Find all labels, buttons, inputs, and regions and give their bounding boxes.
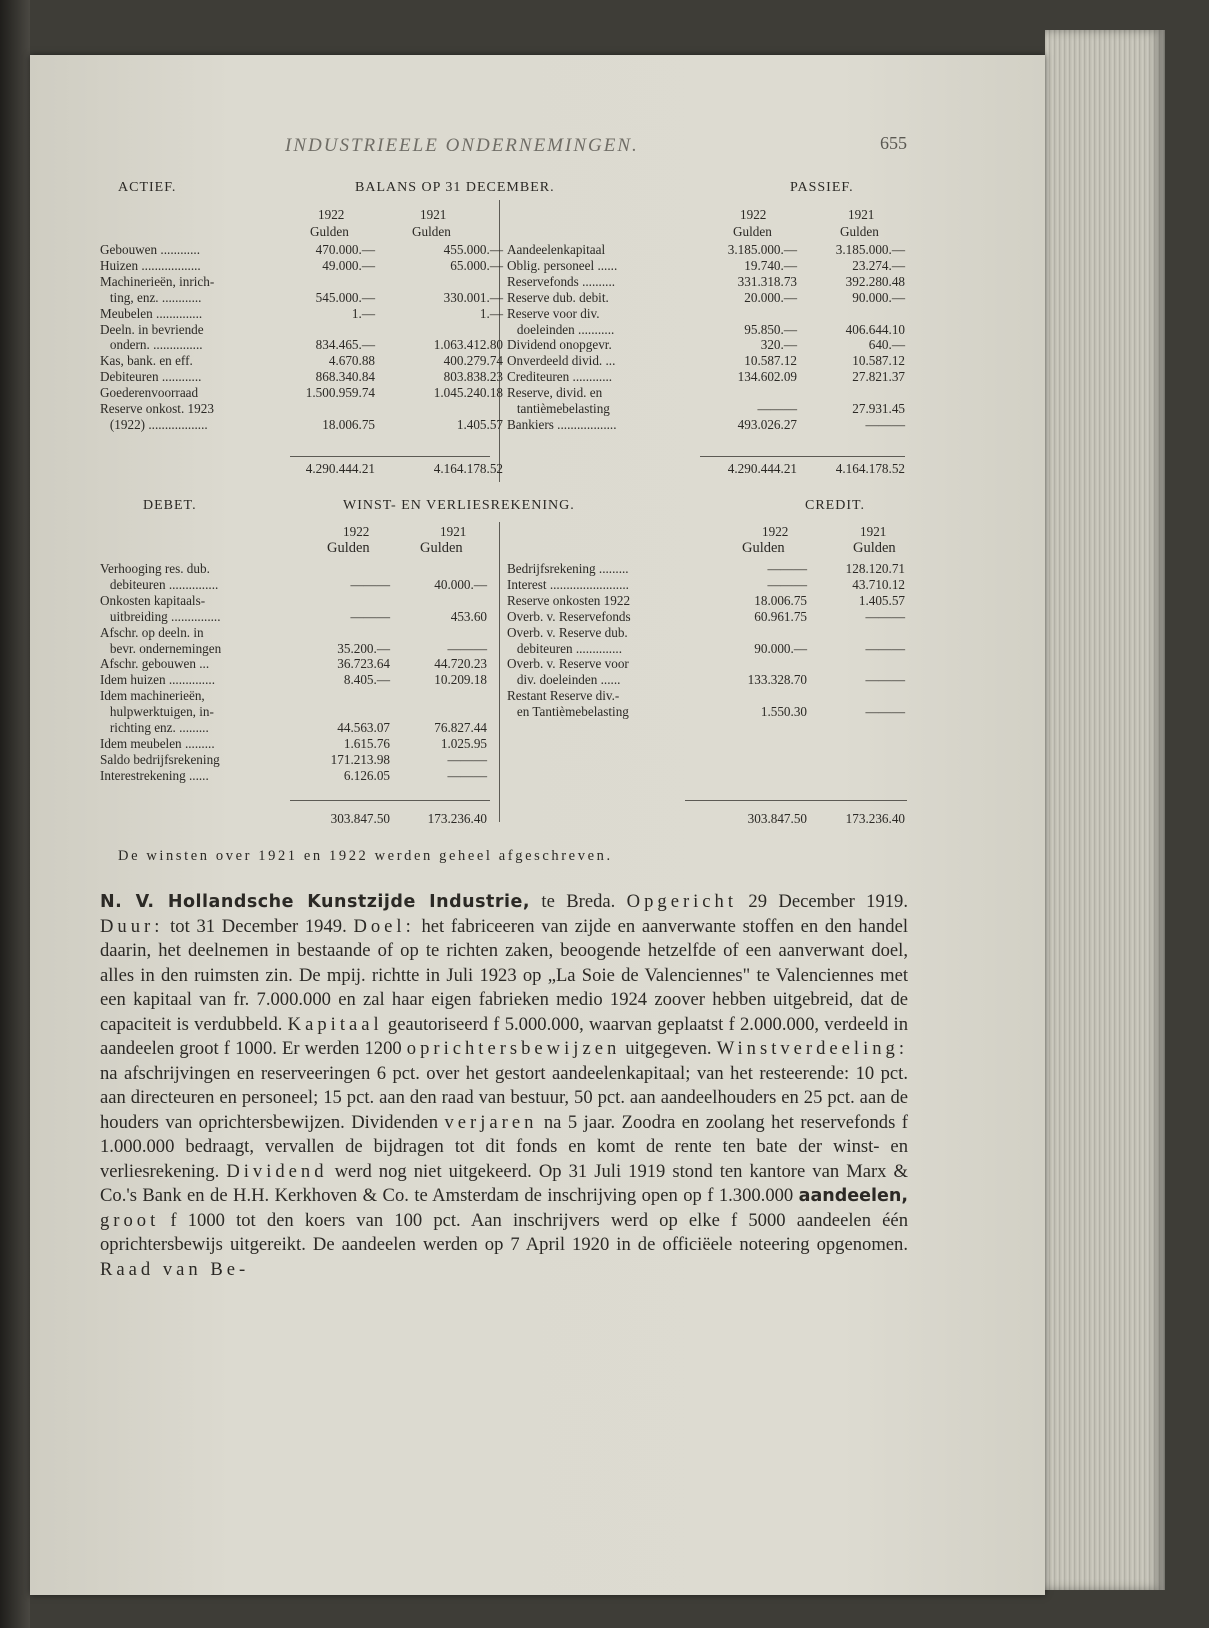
liabilities-unit-1922: Gulden — [733, 224, 772, 239]
asset-total-1921: 4.164.178.52 — [433, 461, 503, 476]
assets-year-1921: 1921 — [420, 207, 447, 222]
debit-year-1921: 1921 — [440, 524, 467, 539]
debit-value-1922: 6.126.05 — [343, 767, 390, 783]
asset-value-1921: 803.838.23 — [443, 369, 503, 385]
pl-left-heading: DEBET. — [143, 498, 197, 513]
asset-value-1922: 834.465.— — [315, 337, 375, 353]
debit-year-1922: 1922 — [343, 524, 370, 539]
liability-row-label: Crediteuren ............ — [507, 369, 613, 385]
company-name: N. V. Hollandsche Kunstzijde Industrie, — [100, 892, 531, 912]
debit-row-label: Idem meubelen ......... — [100, 735, 215, 751]
text-seg: na 5 jaar. Zoodra en zoolang het reservefonds f 1.000.000 bedraagt, vervallen de bijdragen tot dit fonds en komt de rente ten bate der winst- en verliesrekening. — [100, 1111, 909, 1182]
liability-row-label: Onverdeeld divid. ... — [507, 353, 616, 369]
liabilities-unit-1921: Gulden — [840, 224, 879, 239]
asset-value-1921: 65.000.— — [450, 257, 503, 273]
liability-row-label: Oblig. personeel ...... — [507, 257, 618, 273]
asset-value-1921: 400.279.74 — [443, 353, 503, 369]
liability-row-label: tantièmebelasting — [507, 401, 610, 416]
liability-row-label: Reserve dub. debit. — [507, 289, 609, 305]
liability-value-1921: 90.000.— — [852, 289, 905, 305]
debit-value-1921: ——— — [447, 640, 487, 656]
liability-value-1922: 331.318.73 — [737, 273, 797, 289]
asset-value-1922: 1.500.959.74 — [305, 385, 375, 401]
credit-value-1922: 1.550.30 — [760, 704, 807, 720]
credit-value-1921: 128.120.71 — [845, 561, 905, 576]
note-line: De winsten over 1921 en 1922 werden geheel afgeschreven. — [118, 848, 613, 864]
liability-value-1922: 19.740.— — [744, 257, 797, 273]
liability-value-1921: 27.821.37 — [852, 369, 905, 385]
credit-row-label: Reserve onkosten 1922 — [507, 592, 631, 608]
debit-value-1922: ——— — [350, 576, 390, 592]
credit-row-label: en Tantièmebelasting — [507, 704, 629, 720]
credit-value-1922: 133.328.70 — [747, 672, 807, 688]
credit-row-label: debiteuren .............. — [507, 640, 622, 656]
credit-row-label: Overb. v. Reserve voor — [507, 656, 629, 672]
text-seg: f 1000 tot den koers van 100 pct. Aan inschrijvers werd op elke f 5000 aandeelen één oprichtersbewijs uitgereikt. De aandeelen werden op 7 April 1920 in de officiëele noteering opgenomen. — [100, 1209, 908, 1255]
asset-row-label: Debiteuren ............ — [100, 369, 202, 385]
spaced-doel: Doel: — [353, 915, 415, 937]
spaced-groot: groot — [100, 1209, 160, 1231]
asset-row-label: ting, enz. ............ — [100, 289, 202, 305]
text-seg: tot 31 December 1949. — [163, 915, 354, 937]
liabilities-year-1921: 1921 — [848, 207, 875, 222]
credit-row-label: div. doeleinden ...... — [507, 672, 621, 688]
spaced-winstverdeeling: Winstverdeeling: — [716, 1038, 908, 1059]
credit-unit-1922: Gulden — [742, 540, 785, 556]
spaced-raad-van-bestuur: Raad van Be- — [100, 1258, 250, 1280]
debit-value-1922: 36.723.64 — [337, 656, 390, 672]
book-spine — [0, 0, 30, 1628]
liability-row-label: doeleinden ........... — [507, 321, 615, 337]
debit-unit-1922: Gulden — [327, 540, 370, 556]
liability-value-1921: 10.587.12 — [852, 353, 905, 369]
debit-row-label: Afschr. op deeln. in — [100, 624, 204, 640]
credit-year-1921: 1921 — [860, 524, 887, 539]
debit-value-1921: 1.025.95 — [440, 735, 487, 751]
credit-row-label: Overb. v. Reservefonds — [507, 608, 631, 624]
asset-value-1922: 1.— — [351, 305, 375, 321]
liability-value-1921: 640.— — [868, 337, 905, 353]
asset-value-1921: 1.— — [479, 305, 503, 321]
debit-value-1921: ——— — [447, 767, 487, 783]
balance-left-heading: ACTIEF. — [118, 180, 177, 195]
credit-row-label: Overb. v. Reserve dub. — [507, 624, 628, 640]
asset-value-1922: 470.000.— — [315, 242, 375, 257]
debit-value-1922: 44.563.07 — [337, 720, 390, 735]
debit-value-1922: 1.615.76 — [343, 735, 390, 751]
pl-right-heading: CREDIT. — [805, 498, 866, 513]
debit-row-label: bevr. ondernemingen — [100, 640, 222, 656]
credit-value-1921: ——— — [865, 672, 905, 688]
credit-unit-1921: Gulden — [853, 540, 896, 556]
text-seg: geautoriseerd f 5.000.000, waarvan geplaatst f 2.000.000, verdeeld in aandeelen groot f 1000. Er werden 1200 — [100, 1013, 908, 1059]
assets-unit-1922: Gulden — [310, 224, 349, 239]
credit-year-1922: 1922 — [762, 524, 789, 539]
liability-row-label: Reserve, divid. en — [507, 385, 603, 401]
liability-value-1921: 27.931.45 — [852, 401, 905, 416]
debit-row-label: Verhooging res. dub. — [100, 561, 210, 576]
debit-row-label: Idem machinerieën, — [100, 688, 205, 704]
page-edges — [1045, 30, 1165, 1590]
debit-total-rule — [290, 800, 490, 801]
asset-value-1922: 545.000.— — [315, 289, 375, 305]
credit-value-1921: ——— — [865, 704, 905, 720]
company-description — [100, 890, 908, 1282]
debit-row-label: Saldo bedrijfsrekening — [100, 751, 220, 767]
assets-unit-1921: Gulden — [412, 224, 451, 239]
asset-value-1921: 1.405.57 — [456, 416, 503, 432]
liabilities-total-rule — [700, 456, 905, 457]
debit-value-1922: 8.405.— — [343, 672, 390, 688]
asset-total-1922: 4.290.444.21 — [305, 461, 375, 476]
debit-value-1921: 44.720.23 — [434, 656, 487, 672]
liability-value-1922: ——— — [757, 401, 797, 416]
text-seg: te Breda. — [530, 891, 627, 912]
debit-row-label: hulpwerktuigen, in- — [100, 704, 214, 720]
credit-value-1922: ——— — [767, 561, 807, 576]
asset-value-1922: 18.006.75 — [322, 416, 375, 432]
asset-value-1921: 455.000.— — [443, 242, 503, 257]
debit-row-label: uitbreiding ............... — [100, 608, 221, 624]
asset-value-1922: 4.670.88 — [328, 353, 375, 369]
credit-value-1922: ——— — [767, 576, 807, 592]
asset-row-label: Huizen .................. — [100, 257, 201, 273]
credit-value-1921: ——— — [865, 608, 905, 624]
spaced-opgericht: Opgericht — [626, 891, 738, 912]
text-seg: het fabriceeren van zijde en aanverwante stoffen en den handel daarin, het deelnemen in bestaande of op te richten zaken, beoogende hetzelfde of een aanverwant doel, alles in den ruimsten zin. De mpij. richtte in Juli 1923 op „La Soie de Valenciennes" te Valenciennes met een kapitaal van fr. 7.000.000 en zal haar eigen fabrieken medio 1924 zoover hebben uitgebreid, dat de capaciteit is verdubbeld. — [100, 915, 908, 1035]
debit-value-1921: ——— — [447, 751, 487, 767]
liability-row-label: Aandeelenkapitaal — [507, 242, 606, 257]
text-seg: werd nog niet uitgekeerd. Op 31 Juli 1919 stond ten kantore van Marx & Co.'s Bank en de H.H. Kerkhoven & Co. te Amsterdam de inschrijving open op f 1.300.000 — [100, 1160, 908, 1206]
credit-row-label: Interest ........................ — [507, 576, 629, 592]
pl-title: WINST- EN VERLIESREKENING. — [343, 498, 575, 513]
credit-value-1922: 18.006.75 — [754, 592, 807, 608]
spaced-verjaren: verjaren — [444, 1111, 538, 1133]
debit-row-label: debiteuren ............... — [100, 576, 219, 592]
asset-value-1922: 868.340.84 — [315, 369, 375, 385]
text-seg: uitgegeven. — [620, 1038, 717, 1059]
spaced-dividend: Dividend — [226, 1160, 328, 1182]
asset-row-label: Reserve onkost. 1923 — [100, 401, 214, 416]
debit-row-label: richting enz. ......... — [100, 720, 209, 735]
asset-row-label: Meubelen .............. — [100, 305, 203, 321]
debit-value-1921: 453.60 — [450, 608, 487, 624]
debit-value-1921: 76.827.44 — [434, 720, 487, 735]
pl-divider — [499, 522, 500, 822]
text-seg: na afschrijvingen en reserveeringen 6 pct. over het gestort aandeelenkapitaal; van het resteerende: 10 pct. aan directeuren en personeel; 15 pct. aan den raad van bestuur, 50 pct. aan aandeelhouders en 25 pct. aan de houders van oprichtersbewijzen. Dividenden — [100, 1062, 908, 1133]
credit-value-1921: 1.405.57 — [858, 592, 905, 608]
credit-total-1921: 173.236.40 — [845, 811, 905, 826]
liability-value-1921: 23.274.— — [852, 257, 905, 273]
liability-value-1922: 134.602.09 — [737, 369, 797, 385]
liability-value-1922: 20.000.— — [744, 289, 797, 305]
asset-row-label: (1922) .................. — [100, 416, 208, 432]
liabilities-year-1922: 1922 — [740, 207, 767, 222]
debit-value-1922: ——— — [350, 608, 390, 624]
text-seg: 29 December 1919. — [737, 891, 909, 912]
asset-value-1921: 1.063.412.80 — [433, 337, 503, 353]
credit-value-1921: ——— — [865, 640, 905, 656]
asset-row-label: ondern. ............... — [100, 337, 203, 353]
liability-value-1922: 95.850.— — [744, 321, 797, 337]
liability-value-1921: 392.280.48 — [845, 273, 905, 289]
assets-year-1922: 1922 — [318, 207, 345, 222]
debit-value-1922: 35.200.— — [337, 640, 390, 656]
debit-row-label: Interestrekening ...... — [100, 767, 209, 783]
liability-row-label: Dividend onopgevr. — [507, 337, 612, 353]
asset-row-label: Machinerieën, inrich- — [100, 273, 215, 289]
liability-value-1922: 3.185.000.— — [727, 242, 797, 257]
asset-value-1921: 330.001.— — [443, 289, 503, 305]
running-title: INDUSTRIEELE ONDERNEMINGEN. — [285, 135, 639, 156]
liability-total-1921: 4.164.178.52 — [835, 461, 905, 476]
liability-value-1921: 406.644.10 — [845, 321, 905, 337]
debit-row-label: Afschr. gebouwen ... — [100, 656, 210, 672]
spaced-duur: Duur: — [100, 915, 164, 937]
liability-value-1922: 320.— — [760, 337, 797, 353]
debit-total-1922: 303.847.50 — [330, 811, 390, 826]
debit-row-label: Onkosten kapitaals- — [100, 592, 206, 608]
credit-value-1922: 60.961.75 — [754, 608, 807, 624]
page-number: 655 — [880, 133, 907, 153]
credit-value-1922: 90.000.— — [754, 640, 807, 656]
asset-row-label: Kas, bank. en eff. — [100, 353, 193, 369]
credit-value-1921: 43.710.12 — [852, 576, 905, 592]
asset-value-1922: 49.000.— — [322, 257, 375, 273]
credit-row-label: Bedrijfsrekening ......... — [507, 561, 629, 576]
liability-row-label: Reserve voor div. — [507, 305, 600, 321]
asset-row-label: Gebouwen ............ — [100, 242, 200, 257]
credit-row-label: Restant Reserve div.- — [507, 688, 620, 704]
debit-value-1921: 10.209.18 — [434, 672, 487, 688]
spaced-oprichtersbewijzen: oprichtersbewijzen — [406, 1038, 621, 1059]
liability-value-1921: 3.185.000.— — [835, 242, 905, 257]
balance-title: BALANS OP 31 DECEMBER. — [355, 180, 555, 195]
assets-total-rule — [290, 456, 490, 457]
debit-value-1922: 171.213.98 — [330, 751, 390, 767]
liability-value-1921: ——— — [865, 416, 905, 432]
spaced-kapitaal: Kapitaal — [287, 1013, 383, 1035]
liability-row-label: Reservefonds .......... — [507, 273, 616, 289]
asset-row-label: Goederenvoorraad — [100, 385, 199, 401]
liability-total-1922: 4.290.444.21 — [727, 461, 797, 476]
credit-total-rule — [685, 800, 907, 801]
debit-unit-1921: Gulden — [420, 540, 463, 556]
liability-value-1922: 10.587.12 — [744, 353, 797, 369]
debit-row-label: Idem huizen .............. — [100, 672, 215, 688]
liability-value-1922: 493.026.27 — [737, 416, 797, 432]
credit-total-1922: 303.847.50 — [747, 811, 807, 826]
bold-aandeelen: aandeelen, — [798, 1186, 908, 1206]
balance-right-heading: PASSIEF. — [790, 180, 854, 195]
debit-value-1921: 40.000.— — [434, 576, 487, 592]
asset-row-label: Deeln. in bevriende — [100, 321, 204, 337]
debit-total-1921: 173.236.40 — [427, 811, 487, 826]
asset-value-1921: 1.045.240.18 — [433, 385, 503, 401]
liability-row-label: Bankiers .................. — [507, 416, 617, 432]
